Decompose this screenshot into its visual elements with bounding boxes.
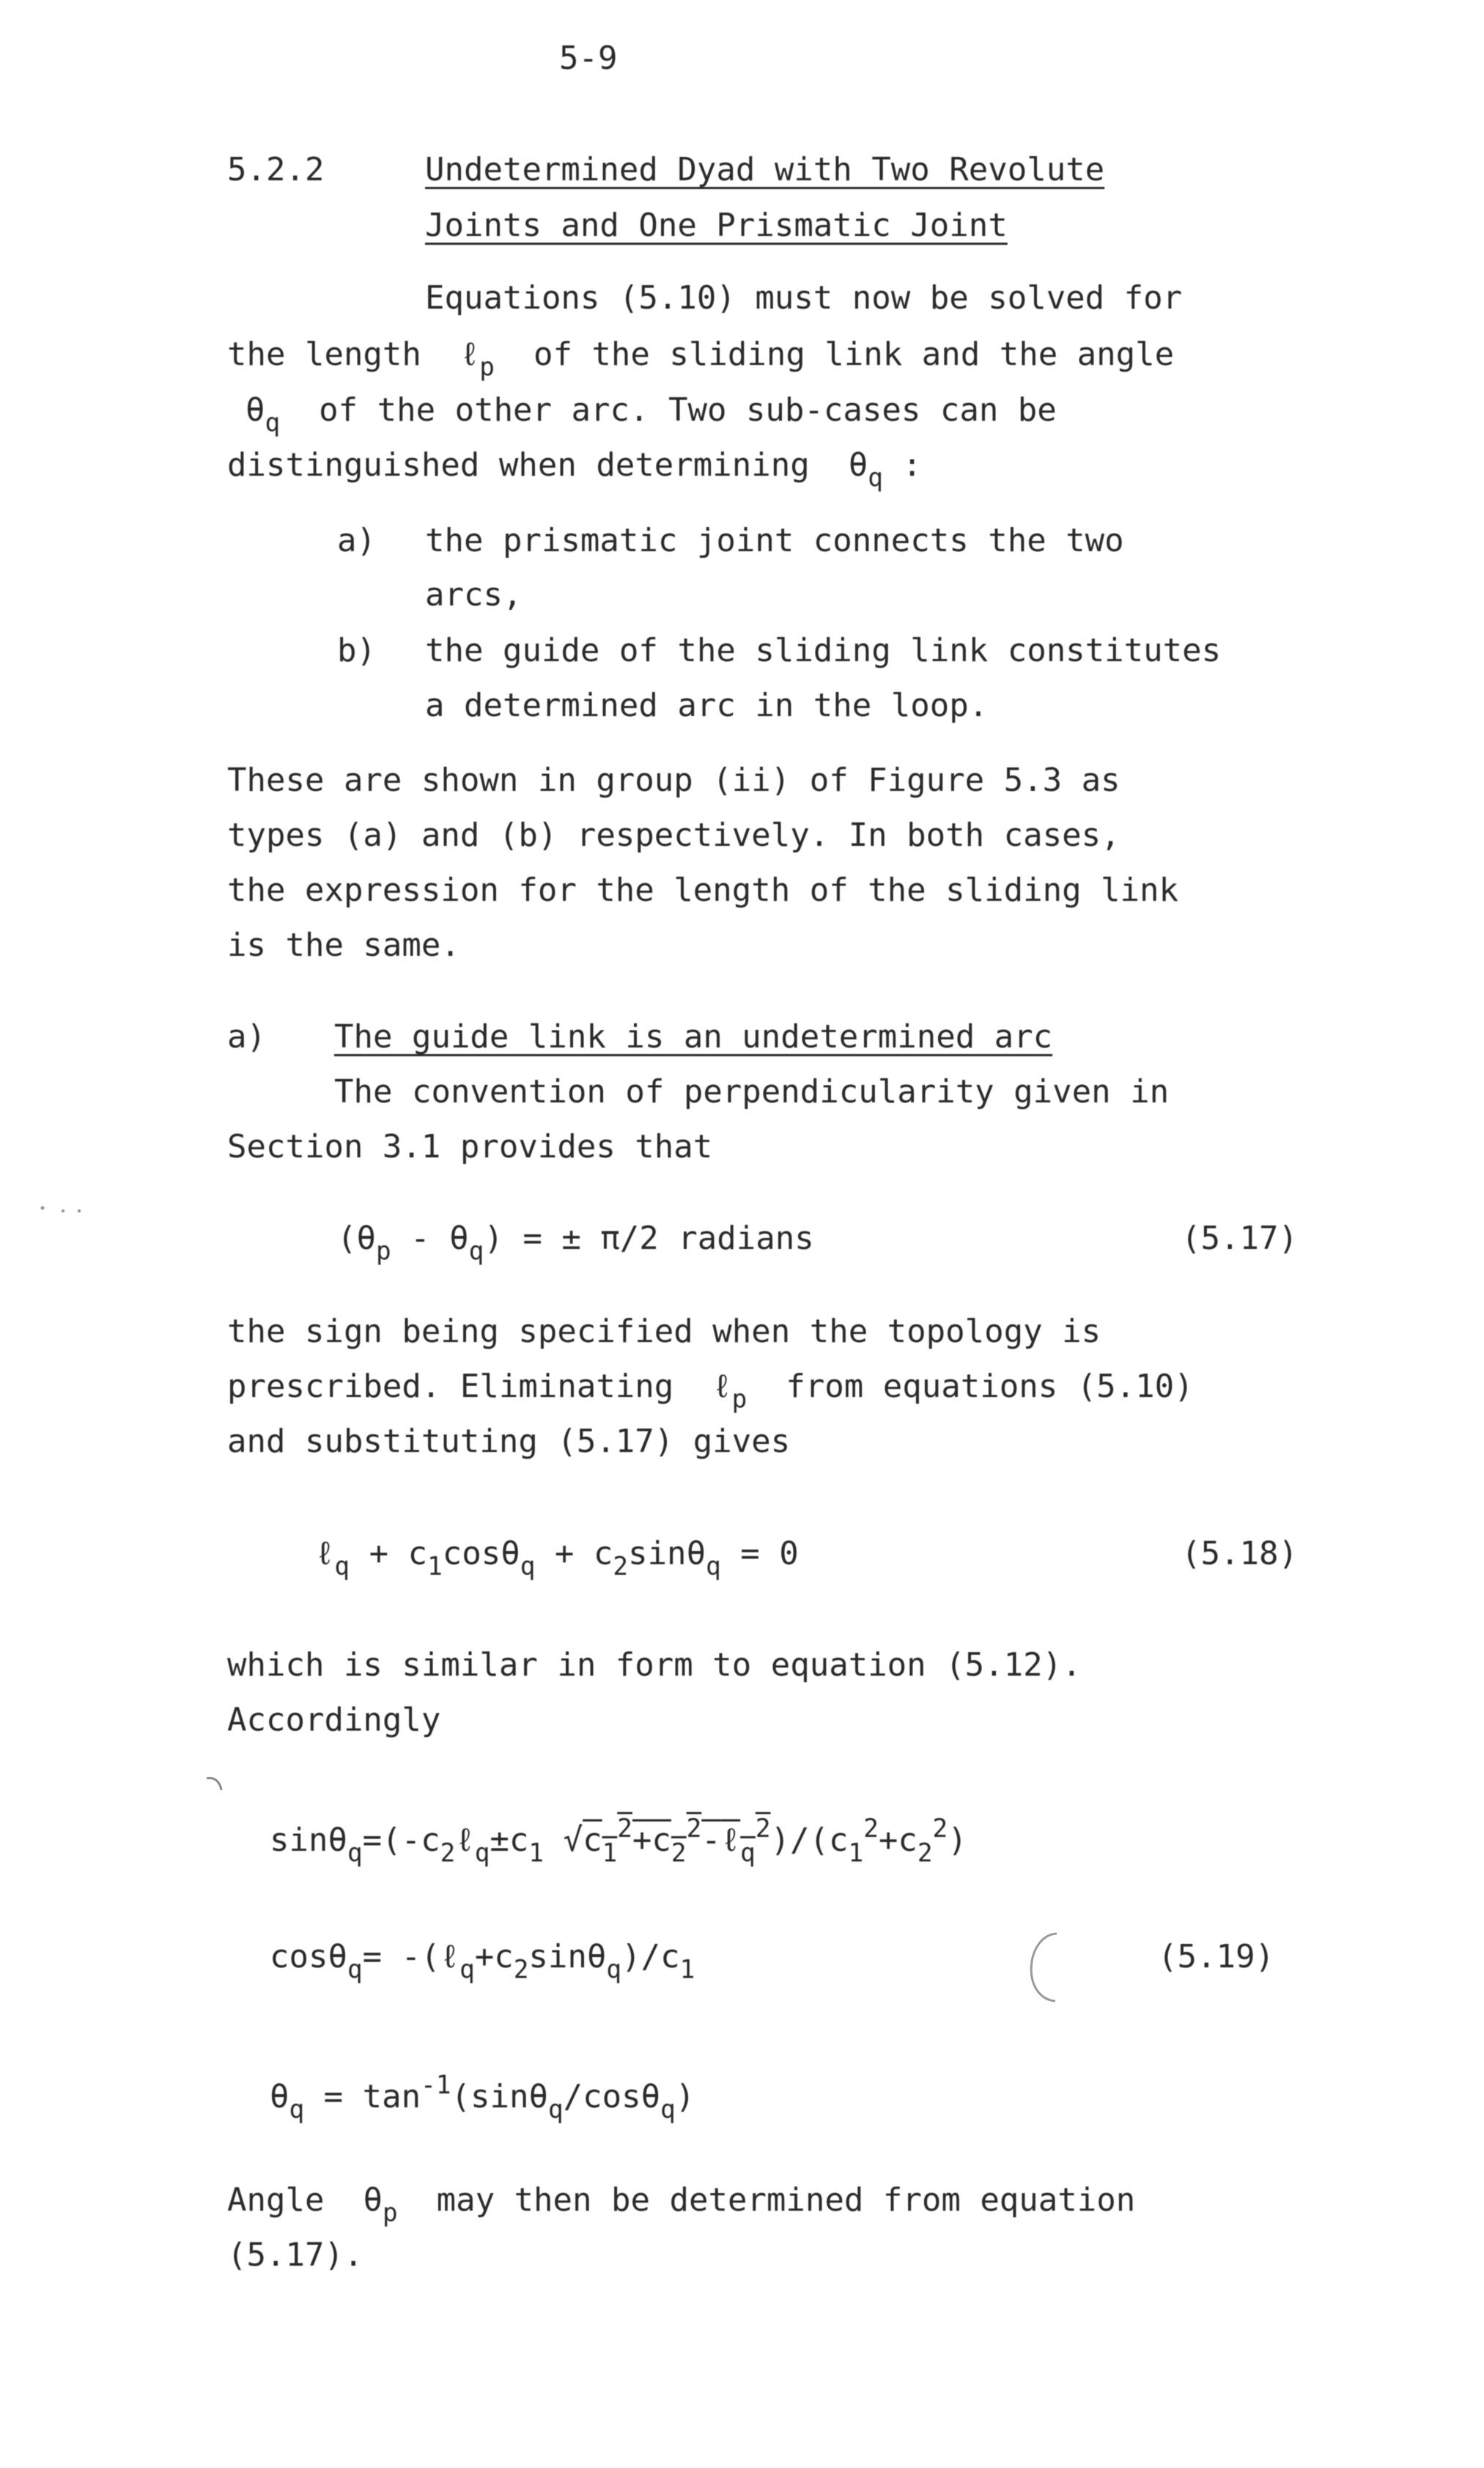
- ell-p-symbol: ℓ$_p$: [712, 1368, 747, 1415]
- case-b-marker: b): [337, 632, 376, 669]
- equation-5-17: $(\theta_p - \theta_q)$ = ± π/2 radians: [337, 1220, 814, 1267]
- para4-line-1: which is similar in form to equation (5.12).: [227, 1646, 1082, 1684]
- handwritten-arc-mark: [1011, 1928, 1070, 2008]
- final-line-2: (5.17).: [227, 2236, 363, 2274]
- sqrt-sign: √: [563, 1821, 583, 1859]
- subsection-a-marker: a): [227, 1018, 266, 1056]
- equation-number-5-19: (5.19): [1158, 1938, 1274, 1975]
- section-number: 5.2.2: [227, 151, 325, 188]
- para3-line-2: prescribed. Eliminating ℓ$_p$ from equations (5.10): [227, 1368, 1194, 1415]
- para3-line-3: and substituting (5.17) gives: [227, 1423, 791, 1460]
- section-title-line-2: Joints and One Prismatic Joint: [425, 207, 1008, 244]
- para2-line-4: is the same.: [227, 927, 460, 964]
- case-b-line-1: the guide of the sliding link constitutes: [425, 632, 1222, 669]
- stray-tick-mark: [204, 1774, 226, 1796]
- para1-line-3: $\theta_q$ of the other arc. Two sub-cases can be: [246, 391, 1057, 438]
- case-b-line-2: a determined arc in the loop.: [425, 687, 989, 724]
- equation-number-5-18: (5.18): [1181, 1535, 1298, 1572]
- subsection-a-line-1: The convention of perpendicularity given in: [334, 1073, 1170, 1110]
- stray-dots-mark: [38, 1202, 89, 1217]
- subsection-a-line-2: Section 3.1 provides that: [227, 1128, 713, 1165]
- case-a-line-2: arcs,: [425, 576, 523, 614]
- equation-5-19-sin: $\sin\theta_q=(-c_2\ell_q\pm c_1$ $√c_1^2+c_2^2-\ell_q^2)/(c_1^2+c_2^2)$: [270, 1814, 967, 1868]
- theta-p-symbol: $\theta_p$: [363, 2181, 398, 2228]
- equation-5-19-theta: $\theta_q = \tan^{-1}(\sin\theta_q/\cos\theta_q)$: [270, 2071, 695, 2125]
- final-line-1: Angle $\theta_p$ may then be determined from equation: [227, 2181, 1136, 2228]
- sqrt-radicand: $c_1^2+c_2^2-\ell_q^2$: [583, 1814, 771, 1868]
- para1-line-4: distinguished when determining $\theta_q$ :: [227, 446, 922, 493]
- page-number: 5-9: [559, 40, 618, 77]
- para3-line-1: the sign being specified when the topology is: [227, 1313, 1101, 1350]
- para1-line-2: the length ℓ$_p$ of the sliding link and the angle: [227, 336, 1175, 383]
- ell-p-symbol: ℓ$_p$: [459, 336, 495, 383]
- para2-line-1: These are shown in group (ii) of Figure 5.3 as: [227, 762, 1121, 799]
- subsection-a-title: The guide link is an undetermined arc: [334, 1018, 1053, 1056]
- section-title-line-1: Undetermined Dyad with Two Revolute: [425, 151, 1105, 188]
- equation-5-18: ℓ$_q$ + $c_1\cos\theta_q + c_2\sin\theta_q = 0$: [315, 1535, 799, 1582]
- case-a-marker: a): [337, 522, 376, 559]
- para2-line-3: the expression for the length of the sliding link: [227, 872, 1179, 909]
- equation-5-19-cos: $\cos\theta_q= -(\ell_q+c_2\sin\theta_q)/c_1$: [270, 1938, 695, 1985]
- case-a-line-1: the prismatic joint connects the two: [425, 522, 1124, 559]
- equation-number-5-17: (5.17): [1181, 1220, 1298, 1257]
- para2-line-2: types (a) and (b) respectively. In both cases,: [227, 817, 1121, 854]
- theta-q-symbol: $\theta_q$: [848, 446, 883, 493]
- para1-line-1: Equations (5.10) must now be solved for: [425, 279, 1183, 317]
- para4-line-2: Accordingly: [227, 1701, 441, 1739]
- theta-q-symbol: $\theta_q$: [246, 391, 281, 438]
